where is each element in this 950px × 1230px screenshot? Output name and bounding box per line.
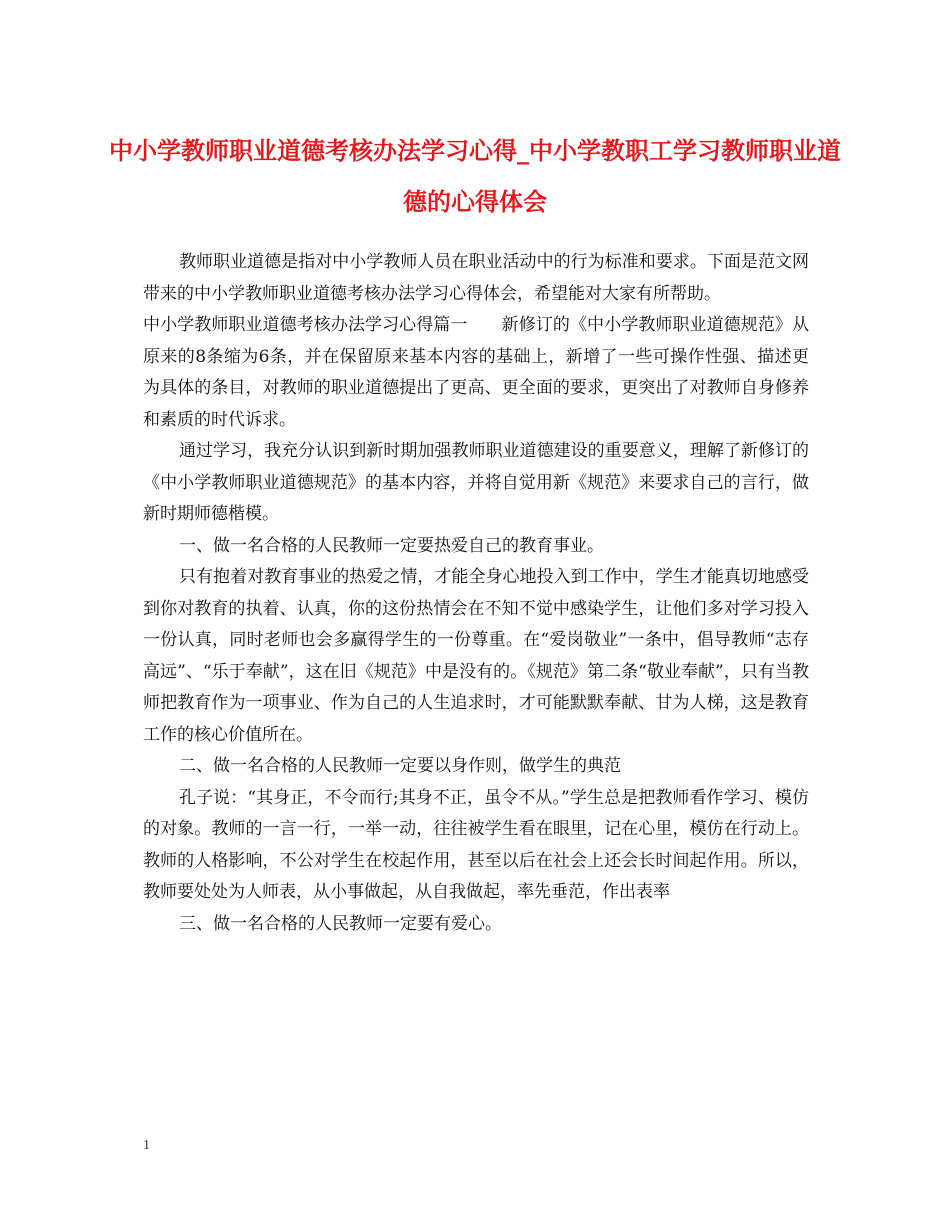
paragraph-section-one-intro: 中小学教师职业道德考核办法学习心得篇一 新修订的《中小学教师职业道德规范》从原来的8条缩为6条，并在保留原来基本内容的基础上，新增了一些可操作性强、描述更为具体的条目，对教师的职业道德提出了更高、更全面的要求，更突出了对教师自身修养和素质的时代诉求。	[143, 315, 809, 430]
paragraph-intro: 教师职业道德是指对中小学教师人员在职业活动中的行为标准和要求。下面是范文网带来的中小学教师职业道德考核办法学习心得体会，希望能对大家有所帮助。	[143, 252, 809, 304]
paragraph-point-one: 只有抱着对教育事业的热爱之情，才能全身心地投入到工作中，学生才能真切地感受到你对教育的执着、认真，你的这份热情会在不知不觉中感染学生，让他们多对学习投入一份认真，同时老师也会多赢得学生的一份尊重。在“爱岗敬业”一条中，倡导教师“志存高远”、“乐于奉献”，这在旧《规范》中是没有的。《规范》第二条“敬业奉献”，只有当教师把教育作为一项事业、作为自己的人生追求时，才可能默默奉献、甘为人梯，这是教育工作的核心价值所在。	[143, 567, 809, 745]
paragraph-point-two: 孔子说：“其身正，不令而行;其身不正，虽令不从。”学生总是把教师看作学习、模仿的对象。教师的一言一行，一举一动，往往被学生看在眼里，记在心里，模仿在行动上。教师的人格影响，不公对学生在校起作用，甚至以后在社会上还会长时间起作用。所以，教师要处处为人师表，从小事做起，从自我做起，率先垂范，作出表率	[143, 787, 809, 902]
page-number: 1	[143, 1138, 150, 1153]
document-body	[143, 247, 809, 940]
heading-point-one: 一、做一名合格的人民教师一定要热爱自己的教育事业。	[179, 535, 604, 556]
document-title: 中小学教师职业道德考核办法学习心得_中小学教职工学习教师职业道德的心得体会	[109, 136, 841, 216]
heading-point-two: 二、做一名合格的人民教师一定要以身作则，做学生的典范	[179, 756, 621, 776]
heading-point-three: 三、做一名合格的人民教师一定要有爱心。	[179, 913, 502, 934]
paragraph-study: 通过学习，我充分认识到新时期加强教师职业道德建设的重要意义，理解了新修订的《中小学教师职业道德规范》的基本内容，并将自觉用新《规范》来要求自己的言行，做新时期师德楷模。	[143, 441, 809, 524]
